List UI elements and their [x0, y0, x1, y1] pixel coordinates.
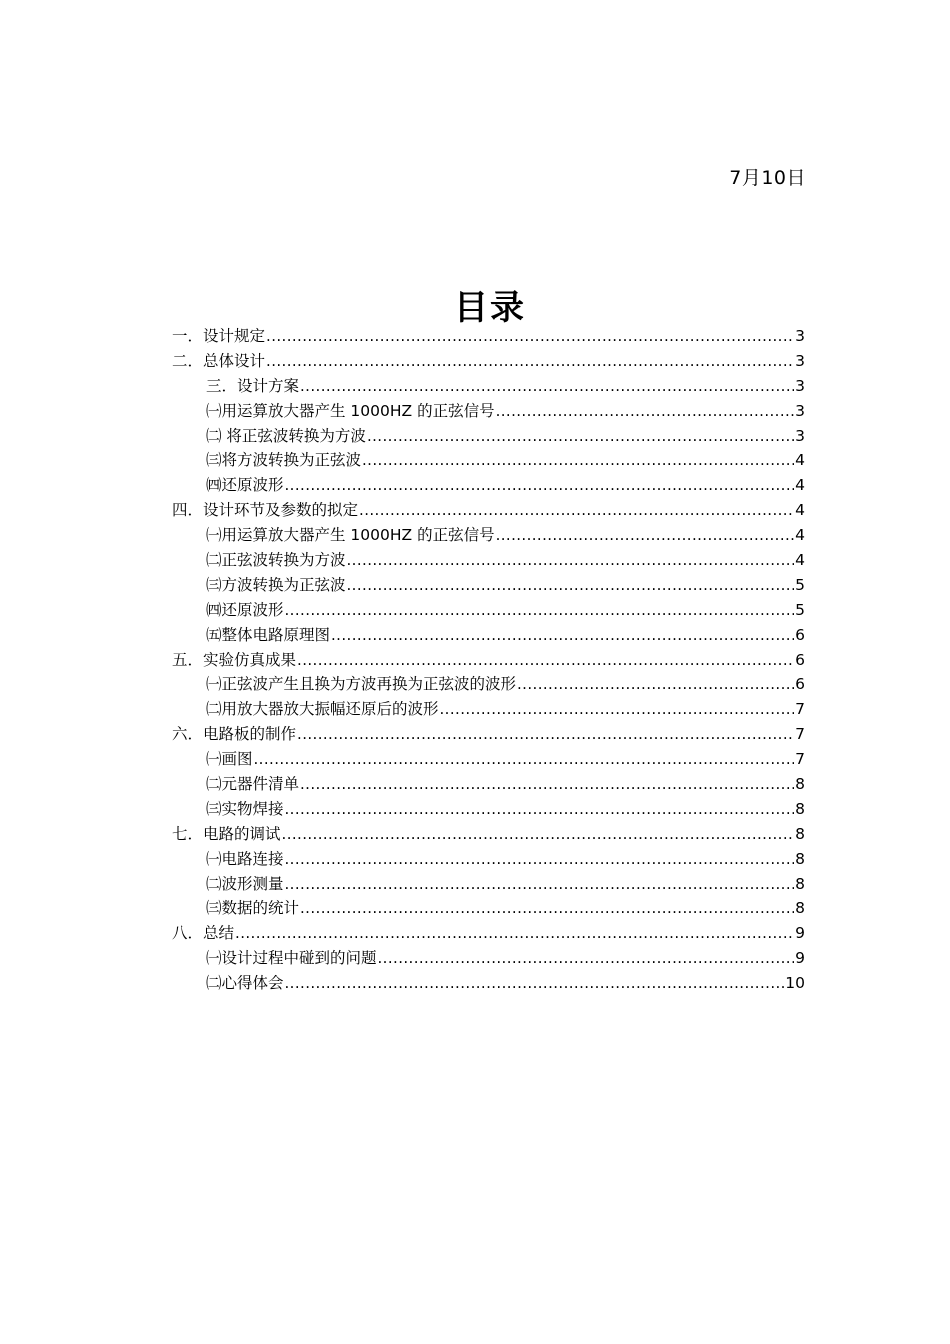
toc-page-number: 7	[795, 700, 805, 719]
toc-page-number: 8	[795, 799, 805, 818]
toc-entry-label: ㈡元器件清单	[206, 775, 300, 794]
toc-dot-leader	[285, 872, 795, 897]
toc-entry-label: ㈠正弦波产生且换为方波再换为正弦波的波形	[206, 675, 517, 694]
toc-entry-label: ㈢实物焊接	[206, 799, 284, 818]
toc-page-number: 8	[795, 874, 805, 893]
toc-page-number: 3	[795, 376, 805, 395]
toc-dot-leader	[496, 523, 795, 548]
toc-entry[interactable]	[172, 523, 805, 548]
toc-page-number: 5	[795, 600, 805, 619]
toc-dot-leader	[285, 847, 795, 872]
toc-entry-number: 二．	[172, 351, 204, 370]
toc-page-number: 4	[795, 501, 805, 520]
toc-dot-leader	[254, 747, 795, 772]
toc-entry-label: ㈤整体电路原理图	[206, 625, 331, 644]
toc-dot-leader	[282, 822, 795, 847]
toc-entry[interactable]	[172, 324, 805, 349]
toc-page-number: 8	[795, 824, 805, 843]
toc-page-number: 7	[795, 750, 805, 769]
toc-dot-leader	[285, 797, 795, 822]
toc-entry[interactable]	[172, 847, 805, 872]
table-of-contents	[172, 324, 805, 996]
toc-page-number: 5	[795, 575, 805, 594]
toc-entry[interactable]	[172, 399, 805, 424]
toc-entry-label: ㈠用运算放大器产生 1000HZ 的正弦信号	[206, 401, 495, 420]
toc-page-number: 7	[795, 725, 805, 744]
toc-page-number: 10	[785, 974, 805, 993]
toc-entry[interactable]	[172, 896, 805, 921]
toc-dot-leader	[331, 623, 794, 648]
toc-entry[interactable]	[172, 697, 805, 722]
toc-entry[interactable]	[172, 473, 805, 498]
toc-dot-leader	[362, 448, 794, 473]
toc-entry-number: 四．	[172, 501, 204, 520]
toc-entry[interactable]	[172, 598, 805, 623]
toc-entry-label: 三．设计方案	[206, 376, 300, 395]
toc-dot-leader	[235, 921, 794, 946]
toc-entry-label: ㈣还原波形	[206, 476, 284, 495]
toc-entry-label: 电路板的制作	[203, 725, 297, 744]
toc-entry[interactable]	[172, 971, 805, 996]
toc-entry[interactable]	[172, 424, 805, 449]
toc-entry-label: ㈡ 将正弦波转换为方波	[206, 426, 366, 445]
toc-page-number: 8	[795, 775, 805, 794]
toc-entry-label: ㈢方波转换为正弦波	[206, 575, 346, 594]
toc-dot-leader	[285, 598, 795, 623]
toc-entry[interactable]	[172, 921, 805, 946]
toc-page-number: 8	[795, 899, 805, 918]
toc-entry[interactable]	[172, 648, 805, 673]
toc-entry-label: ㈡用放大器放大振幅还原后的波形	[206, 700, 439, 719]
toc-entry[interactable]	[172, 548, 805, 573]
toc-entry-label: 实验仿真成果	[203, 650, 297, 669]
toc-entry-label: ㈢将方波转换为正弦波	[206, 451, 362, 470]
toc-entry-label: ㈢数据的统计	[206, 899, 300, 918]
toc-entry-number: 八．	[172, 924, 204, 943]
toc-entry[interactable]	[172, 872, 805, 897]
toc-dot-leader	[300, 896, 794, 921]
toc-page-number: 4	[795, 526, 805, 545]
toc-dot-leader	[378, 946, 795, 971]
toc-dot-leader	[297, 722, 794, 747]
toc-entry[interactable]	[172, 349, 805, 374]
toc-entry[interactable]	[172, 797, 805, 822]
toc-entry[interactable]	[172, 747, 805, 772]
toc-page-number: 3	[795, 351, 805, 370]
toc-page-number: 3	[795, 327, 805, 345]
toc-entry-label: 设计环节及参数的拟定	[203, 501, 359, 520]
toc-entry-label: ㈣还原波形	[206, 600, 284, 619]
toc-dot-leader	[285, 473, 795, 498]
toc-dot-leader	[297, 648, 794, 673]
toc-dot-leader	[300, 374, 794, 399]
toc-entry-label: ㈠画图	[206, 750, 253, 769]
toc-entry-label: ㈡心得体会	[206, 974, 284, 993]
toc-entry-label: ㈡波形测量	[206, 874, 284, 893]
toc-title: 目录	[454, 288, 526, 328]
toc-entry-label: ㈠用运算放大器产生 1000HZ 的正弦信号	[206, 526, 495, 545]
toc-dot-leader	[496, 399, 795, 424]
toc-page-number: 9	[795, 949, 805, 968]
toc-page-number: 8	[795, 849, 805, 868]
toc-dot-leader	[367, 424, 794, 449]
toc-page-number: 3	[795, 401, 805, 420]
toc-entry[interactable]	[172, 772, 805, 797]
toc-entry-label: 总结	[203, 924, 235, 943]
toc-dot-leader	[347, 548, 795, 573]
toc-dot-leader	[347, 573, 795, 598]
toc-dot-leader	[300, 772, 794, 797]
toc-dot-leader	[266, 349, 794, 374]
toc-entry-label: 总体设计	[203, 351, 266, 370]
toc-entry[interactable]	[172, 573, 805, 598]
toc-entry-label: ㈠电路连接	[206, 849, 284, 868]
toc-page-number: 3	[795, 426, 805, 445]
toc-entry[interactable]	[172, 448, 805, 473]
toc-page-number: 6	[795, 675, 805, 694]
toc-entry-label: 设计规定	[203, 327, 266, 345]
toc-entry-number: 五．	[172, 650, 204, 669]
toc-entry[interactable]	[172, 946, 805, 971]
toc-page-number: 4	[795, 476, 805, 495]
toc-page-number: 9	[795, 924, 805, 943]
toc-dot-leader	[517, 672, 794, 697]
toc-entry[interactable]	[172, 722, 805, 747]
toc-page-number: 6	[795, 625, 805, 644]
toc-page-number: 6	[795, 650, 805, 669]
toc-entry-number: 六．	[172, 725, 204, 744]
toc-entry-label: ㈠设计过程中碰到的问题	[206, 949, 377, 968]
toc-dot-leader	[359, 498, 794, 523]
toc-entry-label: 电路的调试	[203, 824, 281, 843]
toc-entry[interactable]	[172, 672, 805, 697]
toc-dot-leader	[285, 971, 785, 996]
toc-entry[interactable]	[172, 822, 805, 847]
toc-entry[interactable]	[172, 374, 805, 399]
toc-entry-label: ㈡正弦波转换为方波	[206, 551, 346, 570]
toc-dot-leader	[440, 697, 795, 722]
toc-page-number: 4	[795, 451, 805, 470]
toc-entry-number: 七．	[172, 824, 204, 843]
toc-dot-leader	[266, 324, 794, 349]
toc-entry[interactable]	[172, 498, 805, 523]
toc-entry-number: 一．	[172, 327, 204, 345]
document-date: 7月10日	[729, 167, 806, 189]
toc-entry[interactable]	[172, 623, 805, 648]
toc-page-number: 4	[795, 551, 805, 570]
